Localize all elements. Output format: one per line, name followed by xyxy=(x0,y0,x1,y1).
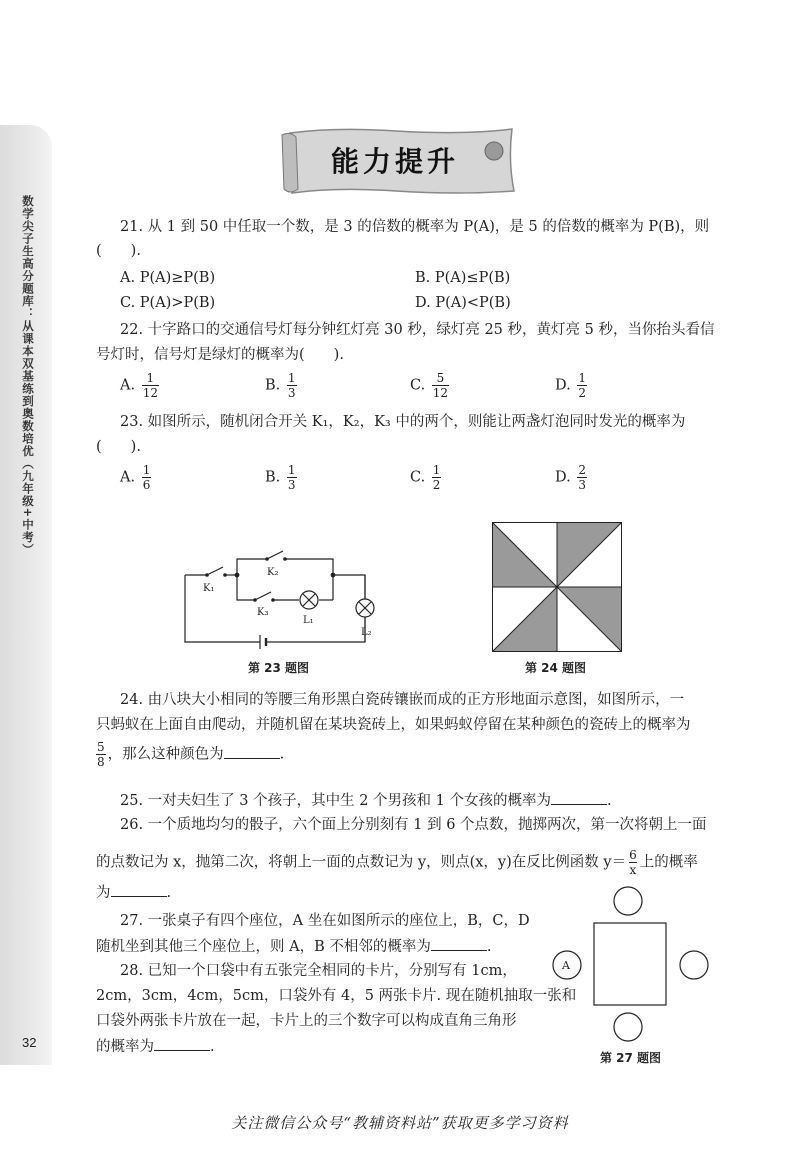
fig27-caption: 第 27 题图 xyxy=(600,1051,662,1065)
q22-option-c: C. $\frac{5}{12}$ xyxy=(410,371,449,400)
q28-answer-blank[interactable] xyxy=(154,1036,210,1051)
tile-square-diagram xyxy=(492,522,622,652)
q24-line2: 只蚂蚁在上面自由爬动，并随机留在某块瓷砖上，如果蚂蚁停留在某种颜色的瓷砖上的概率为 xyxy=(96,717,691,733)
l2-label: L₂ xyxy=(361,627,372,638)
q24-line3: $\frac{5}{8}$ ，那么这种颜色为 . xyxy=(97,740,285,769)
q22-option-d: D. $\frac{1}{2}$ xyxy=(555,371,586,400)
q22-line1: 22. 十字路口的交通信号灯每分钟红灯亮 30 秒，绿灯亮 25 秒，黄灯亮 5 秒，当你抬头看信 xyxy=(120,322,715,338)
seat-right xyxy=(680,951,708,979)
circuit-diagram xyxy=(175,545,385,650)
q22-option-b: B. $\frac{1}{3}$ xyxy=(265,371,296,400)
seat-a-label: A xyxy=(562,959,570,972)
fig23-caption: 第 23 题图 xyxy=(248,661,310,675)
q21-line1: 21. 从 1 到 50 中任取一个数，是 3 的倍数的概率为 P(A)，是 5 的倍数的概率为 P(B)，则 xyxy=(120,219,710,235)
l1-label: L₁ xyxy=(303,615,314,626)
q28-line2: 2cm，3cm，4cm，5cm，口袋外有 4，5 两张卡片. 现在随机抽取一张和 xyxy=(96,988,577,1004)
q26-answer-blank[interactable] xyxy=(111,882,167,897)
k3-label: K₃ xyxy=(257,607,269,618)
q24-line1: 24. 由八块大小相同的等腰三角形黑白瓷砖镶嵌而成的正方形地面示意图，如图所示，一 xyxy=(120,692,685,708)
q27-line2: 随机坐到其他三个座位上，则 A，B 不相邻的概率为 . xyxy=(96,936,491,957)
q21-line2: ( ). xyxy=(96,243,141,259)
q26-line3: 为 . xyxy=(96,882,171,903)
q28-line1: 28. 已知一个口袋中有五张完全相同的卡片，分别写有 1cm， xyxy=(120,963,517,979)
q26-line2: 的点数记为 x，抛第二次，将朝上一面的点数记为 y，则点(x，y)在反比例函数 y＝ $\frac{6}{x}$ 上的概率 xyxy=(96,848,698,877)
q22-line2: 号灯时，信号灯是绿灯的概率为( ). xyxy=(96,347,344,363)
q23-option-c: C. $\frac{1}{2}$ xyxy=(410,463,441,492)
q25-answer-blank[interactable] xyxy=(551,790,607,805)
q23-option-a: A. $\frac{1}{6}$ xyxy=(120,463,151,492)
q23-option-b: B. $\frac{1}{3}$ xyxy=(265,463,296,492)
q28-line4: 的概率为 . xyxy=(96,1036,215,1057)
q27-answer-blank[interactable] xyxy=(431,936,487,951)
q23-line1: 23. 如图所示，随机闭合开关 K₁，K₂，K₃ 中的两个，则能让两盏灯泡同时发光的概率为 xyxy=(120,414,686,430)
q21-option-a: A. P(A)≥P(B) xyxy=(120,270,216,286)
q27-line1: 27. 一张桌子有四个座位，A 坐在如图所示的座位上，B，C，D xyxy=(120,913,530,929)
seat-top xyxy=(614,887,642,915)
q22-option-a: A. $\frac{1}{12}$ xyxy=(120,371,158,400)
q23-option-d: D. $\frac{2}{3}$ xyxy=(555,463,586,492)
q26-line1: 26. 一个质地均匀的骰子，六个面上分别刻有 1 到 6 个点数，抛掷两次，第一次将朝上一面 xyxy=(120,817,707,833)
k2-label: K₂ xyxy=(267,567,279,578)
q21-option-d: D. P(A)<P(B) xyxy=(415,295,511,311)
section-title: 能力提升 xyxy=(330,145,459,178)
q21-option-b: B. P(A)≤P(B) xyxy=(415,270,511,286)
q28-line3: 口袋外两张卡片放在一起，卡片上的三个数字可以构成直角三角形 xyxy=(96,1013,517,1029)
seat-bottom xyxy=(614,1013,642,1041)
book-title-vertical: 数学尖子生高分题库：从课本双基练到奥数培优（九年级+中考） xyxy=(21,195,35,556)
table-seats-diagram xyxy=(550,885,715,1045)
table xyxy=(594,923,666,1005)
fig24-caption: 第 24 题图 xyxy=(525,661,587,675)
q24-answer-blank[interactable] xyxy=(224,744,280,759)
q21-option-c: C. P(A)>P(B) xyxy=(120,295,216,311)
q25-line: 25. 一对夫妇生了 3 个孩子，其中生 2 个男孩和 1 个女孩的概率为 . xyxy=(120,790,612,811)
q23-line2: ( ). xyxy=(96,439,141,455)
footer-note: 关注微信公众号“教辅资料站”获取更多学习资料 xyxy=(231,1114,569,1132)
page-number: 32 xyxy=(22,1035,37,1050)
k1-label: K₁ xyxy=(203,583,215,594)
